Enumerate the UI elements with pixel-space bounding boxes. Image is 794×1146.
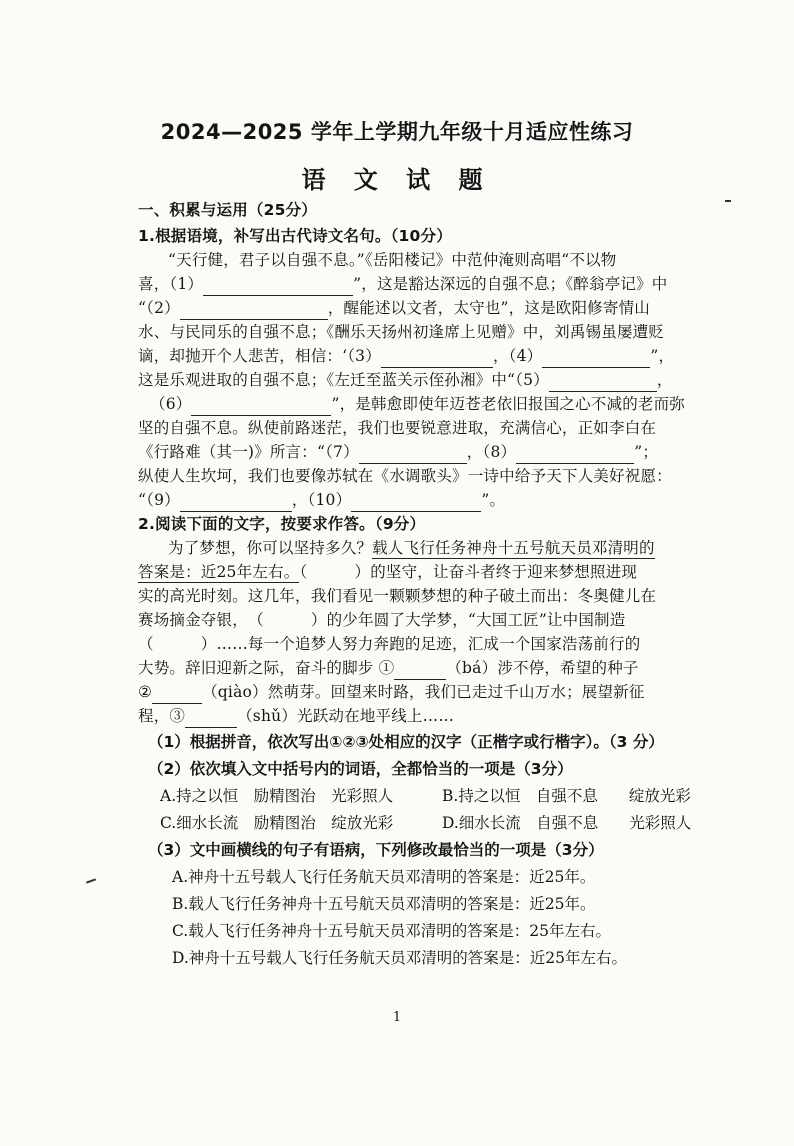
underlined-sentence: 答案是：近25年左右。	[138, 563, 300, 581]
scan-speck	[86, 878, 96, 883]
exam-subtitle: 语 文 试 题	[301, 166, 493, 194]
option-a[interactable]: A.持之以恒 励精图治 光彩照人	[160, 787, 394, 805]
answer-blank-3[interactable]	[381, 349, 493, 368]
exam-title: 2024—2025 学年上学期九年级十月适应性练习	[160, 120, 634, 144]
option-c[interactable]: C.细水长流 励精图治 绽放光彩	[160, 814, 394, 832]
answer-blank-5[interactable]	[549, 373, 657, 392]
q2-heading: 2.阅读下面的文字，按要求作答。（9分）	[138, 515, 426, 533]
hanzi-blank-1[interactable]	[394, 661, 446, 680]
hanzi-blank-3[interactable]	[185, 709, 237, 728]
q1-line: 水、与民同乐的自强不息；《酬乐天扬州初逢席上见赠》中，刘禹锡虽屡遭贬	[138, 323, 665, 341]
option-b[interactable]: B.载人飞行任务神舟十五号航天员邓清明的答案是：近25年。	[172, 895, 596, 913]
q2-line: 大势。辞旧迎新之际，奋斗的脚步 ① （bá）涉不停，希望的种子	[138, 656, 718, 680]
answer-blank-9[interactable]	[180, 493, 292, 512]
option-c[interactable]: C.载人飞行任务神舟十五号航天员邓清明的答案是：25年左右。	[172, 922, 611, 940]
answer-blank-8[interactable]	[516, 445, 634, 464]
q2-line: 实的高光时刻。这几年，我们看见一颗颗梦想的种子破土而出：冬奥健儿在	[138, 587, 657, 605]
option-d[interactable]: D.神舟十五号载人飞行任务航天员邓清明的答案是：近25年左右。	[172, 949, 628, 967]
scan-speck	[725, 200, 731, 202]
q2-line: ② （qiào）然萌芽。回望来时路，我们已走过千山万水；展望新征	[138, 680, 718, 704]
sub-question-3: （3）文中画横线的句子有语病，下列修改最恰当的一项是（3分）	[148, 841, 604, 859]
sub-question-1: （1）根据拼音，依次写出①②③处相应的汉字（正楷字或行楷字）。（3 分）	[148, 733, 664, 751]
answer-blank-2[interactable]	[180, 301, 328, 320]
hanzi-blank-2[interactable]	[152, 685, 202, 704]
q1-line: （6） ”，是韩愈即使年迈苍老依旧报国之心不减的老而弥	[150, 392, 730, 416]
answer-blank-7[interactable]	[359, 445, 467, 464]
answer-blank-6[interactable]	[191, 397, 331, 416]
option-d[interactable]: D.细水长流 自强不息 光彩照人	[442, 814, 692, 832]
q2-line: 为了梦想，你可以坚持多久？载人飞行任务神舟十五号航天员邓清明的	[168, 539, 655, 557]
answer-blank-10[interactable]	[351, 493, 481, 512]
q1-line: 纵使人生坎坷，我们也要像苏轼在《水调歌头》一诗中给予天下人美好祝愿：	[138, 467, 672, 485]
sub-question-2: （2）依次填入文中括号内的词语，全都恰当的一项是（3分）	[148, 760, 573, 778]
section-heading: 一、积累与运用（25分）	[138, 201, 317, 219]
q1-line: “天行健，君子以自强不息。”《岳阳楼记》中范仲淹则高唱“不以物	[168, 251, 617, 269]
option-a[interactable]: A.神舟十五号载人飞行任务航天员邓清明的答案是：近25年。	[172, 868, 596, 886]
answer-blank-4[interactable]	[542, 349, 650, 368]
q1-line: 谪，却抛开个人悲苦，相信：‘（3） ，（4） ”，	[138, 344, 718, 368]
q2-line: 答案是：近25年左右。（ ）的坚守，让奋斗者终于迎来梦想照进现	[138, 563, 638, 581]
answer-blank-1[interactable]	[203, 277, 353, 296]
q1-line: 这是乐观进取的自强不息；《左迁至蓝关示侄孙湘》中“（5） ，	[138, 368, 718, 392]
q2-line: 程，③ （shǔ）光跃动在地平线上……	[138, 704, 718, 728]
q1-line: “（2） ，醒能述以文者，太守也”，这是欧阳修寄情山	[138, 296, 718, 320]
q2-line: （ ）……每一个追梦人努力奔跑的足迹，汇成一个国家浩荡前行的	[138, 635, 641, 653]
q2-line: 赛场摘金夺银， （ ）的少年圆了大学梦，“大国工匠”让中国制造	[138, 611, 626, 629]
q1-line: 《行路难（其一)》所言：“（7） ，（8） ”；	[138, 440, 718, 464]
q1-line: 喜，（1） ”，这是豁达深远的自强不息；《醉翁亭记》中	[138, 272, 718, 296]
q1-line: “（9） ，（10） ”。	[138, 488, 718, 512]
underlined-sentence: 载人飞行任务神舟十五号航天员邓清明的	[372, 539, 655, 557]
page-number: 1	[392, 1010, 402, 1025]
option-b[interactable]: B.持之以恒 自强不息 绽放光彩	[442, 787, 691, 805]
q1-heading: 1.根据语境，补写出古代诗文名句。（10分）	[138, 227, 452, 245]
q1-line: 坚的自强不息。纵使前路迷茫，我们也要锐意进取，充满信心，正如李白在	[138, 419, 657, 437]
